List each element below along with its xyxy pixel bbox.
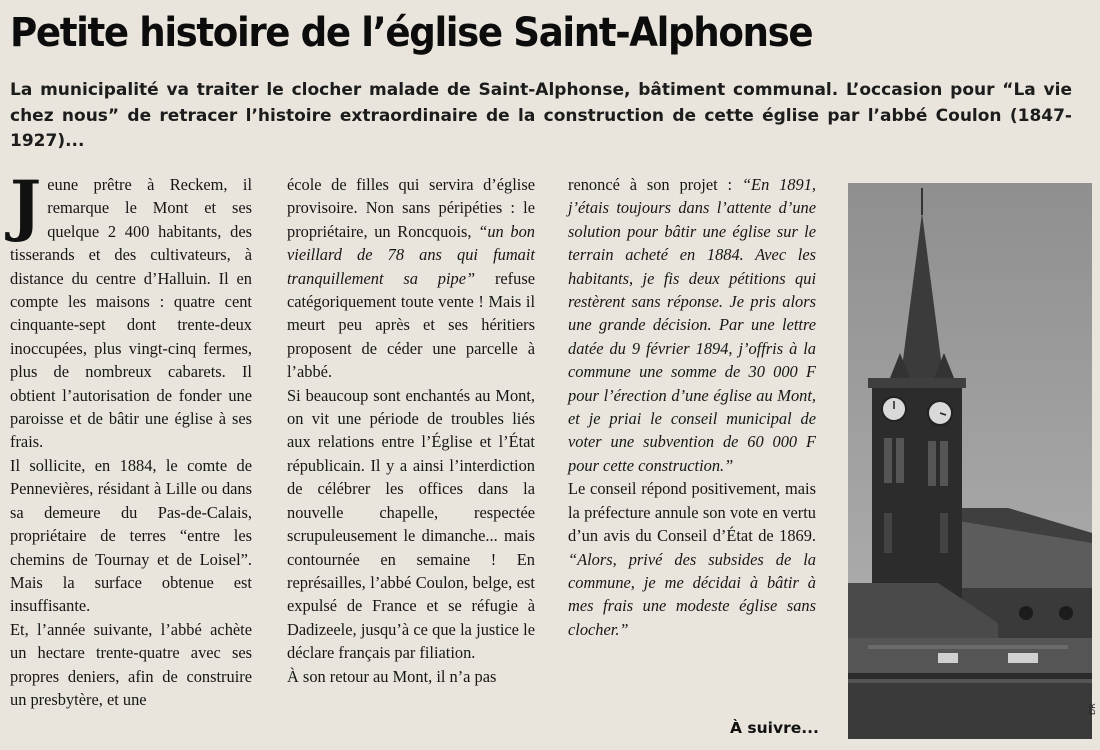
article-column-1 <box>10 166 252 711</box>
paragraph <box>568 173 816 477</box>
quote: “En 1891, j’étais toujours dans l’attente d’une solution pour bâtir une église sur le terrain acheté en 1884. Avec les habitants, je fis deux pétitions qui restèrent sans réponse. Je pris alors une grande décision. Par une lettre datée du 9 février 1894, j’offris à la commune une somme de 30 000 F pour l’érection d’une église au Mont, et je priai le conseil municipal de voter une subvention de 60 000 F pour cette construction.” <box>568 175 816 475</box>
lede-paragraph: La municipalité va traiter le clocher malade de Saint-Alphonse, bâtiment communal. L’occasion pour “La vie chez nous” de retracer l’histoire extraordinaire de la construction de cette église par l’abbé Coulon (1847-1927)... <box>10 80 1072 151</box>
paragraph-text: renoncé à son projet : <box>568 175 742 194</box>
paragraph-text: eune prêtre à Reckem, il remarque le Mont et ses quelque 2 400 habitants, des tisserands et des cultivateurs, à distance du centre d’Halluin. Il en compte les maisons : quatre cent cinquante-sept dont trente-deux inoccupées, plus vingt-cinq fermes, plus de nombreux cabarets. Il obtient l’autorisation de fonder une paroisse et de bâtir une église à ses frais. <box>10 175 252 452</box>
paragraph <box>287 173 535 384</box>
article-column-2 <box>287 173 535 688</box>
headline: Petite histoire de l’église Saint-Alphonse <box>10 10 813 56</box>
quote: “un bon vieillard de 78 ans qui fumait tranquillement sa pipe” <box>287 221 535 288</box>
paragraph: Il sollicite, en 1884, le comte de Pennevières, résidant à Lille ou dans sa demeure du Pas-de-Calais, propriétaire de terres “entre les chemins de Tournay et de Loisel”. Mais la surface obtenue est insuffisante. <box>10 455 252 616</box>
paragraph <box>10 166 252 454</box>
paragraph: À son retour au Mont, il n’a pas <box>287 666 497 686</box>
photo-credit: DR <box>1088 703 1097 715</box>
paragraph <box>568 477 816 641</box>
church-photo <box>848 183 1092 739</box>
paragraph-text: école de filles qui servira d’église provisoire. Non sans péripéties : le propriétaire, un Roncquois, <box>287 175 535 241</box>
article-column-3 <box>568 173 816 641</box>
paragraph: Et, l’année suivante, l’abbé achète un hectare trente-quatre avec ses propres deniers, afin de construire un presbytère, et une <box>10 619 252 709</box>
drop-cap: J <box>10 166 42 244</box>
paragraph-text: Le conseil répond positivement, mais la préfecture annule son vote en vertu d’un avis du Conseil d’État de 1869. <box>568 479 816 546</box>
to-be-continued: À suivre... <box>730 719 819 737</box>
quote: “Alors, privé des subsides de la commune, je me décidai à bâtir à mes frais une modeste église sans clocher.” <box>568 549 816 639</box>
paragraph-text: refuse catégoriquement toute vente ! Mais il meurt peu après et ses héritiers proposent de céder une parcelle à l’abbé. <box>287 268 535 382</box>
paragraph: Si beaucoup sont enchantés au Mont, on vit une période de troubles liés aux relations entre l’Église et l’État républicain. Il y a ainsi l’interdiction de célébrer les offices dans la nouvelle chapelle, respectée scrupuleusement le dimanche... mais contournée en semaine ! En représailles, l’abbé Coulon, belge, est expulsé de France et se réfugie à Dadizeele, jusqu’à ce que la justice le déclare français par filiation. <box>287 385 535 663</box>
